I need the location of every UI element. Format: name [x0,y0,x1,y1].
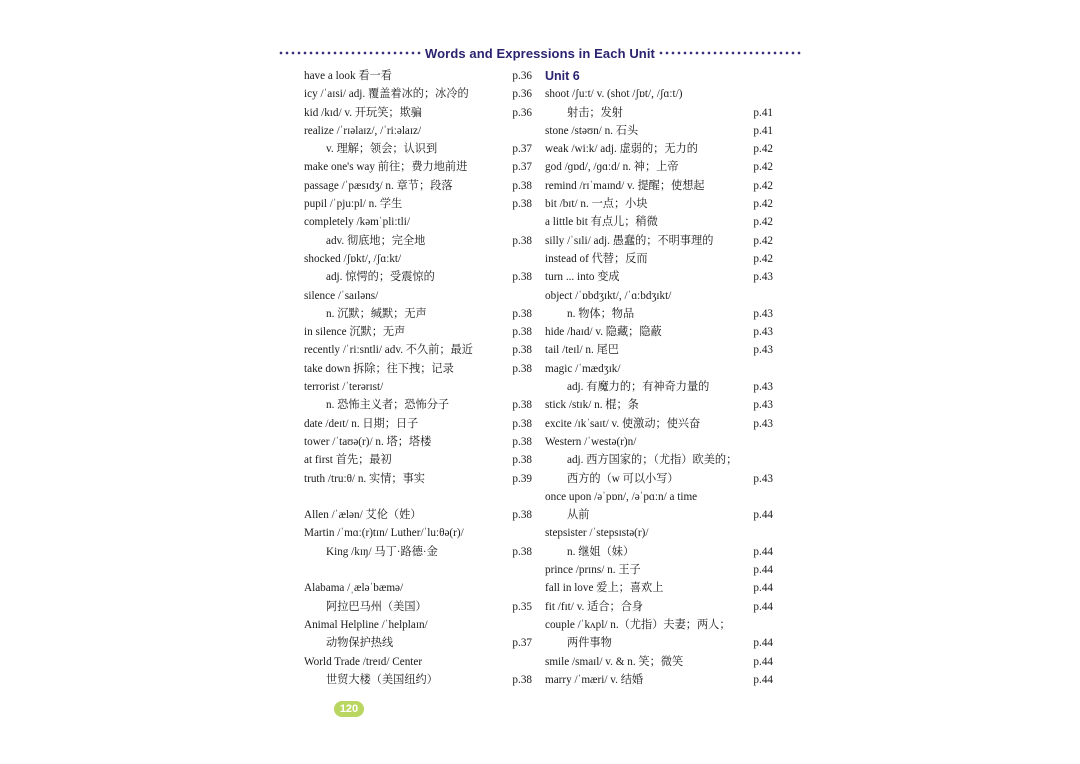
page-reference: p.36 [512,88,532,101]
page-number-badge: 120 [334,701,364,717]
vocab-entry-line [304,268,532,286]
entry-text: have a look 看一看 [304,70,392,82]
vocab-entry-line [545,598,775,616]
entry-text: 射击；发射 [567,106,623,119]
page-reference: p.43 [753,344,773,357]
entry-text: take down 拆除；往下拽；记录 [304,362,454,375]
entry-text: bit /bɪt/ n. 一点；小块 [545,198,648,211]
vocab-entry-line [545,415,775,433]
entry-text: silence /ˈsaɪləns/ [304,289,379,302]
page-reference: p.44 [753,545,773,558]
page-reference: p.43 [753,399,773,412]
vocab-entry-line [545,653,775,671]
entry-text: truth /truːθ/ n. 实情；事实 [304,472,425,485]
page-reference: p.37 [512,161,532,174]
vocab-entry-line [545,140,775,158]
section-header [278,44,802,62]
vocab-entry-line [545,616,775,634]
vocab-entry-line [545,433,775,451]
entry-text: excite /ɪkˈsaɪt/ v. 使激动；使兴奋 [545,417,701,430]
entry-text: magic /ˈmædʒɪk/ [545,362,621,375]
entry-text: marry /ˈmæri/ v. 结婚 [545,673,644,686]
vocab-entry-line [545,378,775,396]
entry-text: kid /kɪd/ v. 开玩笑；欺骗 [304,106,422,119]
vocab-entry-line [545,341,775,359]
entry-text: shoot /ʃuːt/ v. (shot /ʃɒt/, /ʃɑːt/) [545,88,683,101]
vocab-entry-line [545,396,775,414]
page-reference: p.41 [753,124,773,137]
entry-text: date /deɪt/ n. 日期；日子 [304,417,419,430]
vocab-entry-line [545,232,775,250]
vocab-entry-line [304,323,532,341]
entry-text: weak /wiːk/ adj. 虚弱的；无力的 [545,143,698,156]
page-reference: p.38 [512,307,532,320]
vocab-entry-line [545,524,775,542]
entry-text: Allen /ˈælən/ 艾伦（姓） [304,509,422,522]
vocab-entry-line [304,195,532,213]
page-reference: p.44 [753,655,773,668]
entry-text: pupil /ˈpjuːpl/ n. 学生 [304,198,403,211]
page-reference: p.38 [512,509,532,522]
vocab-entry-line [545,158,775,176]
page-reference: p.44 [753,582,773,595]
page-reference: p.38 [512,234,532,247]
entry-text: King /kɪŋ/ 马丁·路德·金 [326,545,438,558]
page-reference: p.44 [753,600,773,613]
entry-text: Western /ˈwestə(r)n/ [545,435,637,448]
vocab-entry-line [304,579,532,597]
page-reference: p.44 [753,509,773,522]
vocab-entry-line [304,305,532,323]
entry-text: tail /teɪl/ n. 尾巴 [545,344,619,357]
vocab-entry-line [304,85,532,103]
entry-text: silly /ˈsɪli/ adj. 愚蠢的；不明事理的 [545,234,714,247]
entry-text: god /ɡɒd/, /ɡɑːd/ n. 神；上帝 [545,161,679,174]
header-dots-right [658,51,802,55]
page-reference: p.36 [512,106,532,119]
unit-heading [545,67,775,85]
vocab-entry-line [545,122,775,140]
vocab-entry-line [304,140,532,158]
page-reference: p.38 [512,344,532,357]
vocab-entry-line [304,158,532,176]
entry-text: hide /haɪd/ v. 隐藏；隐蔽 [545,326,662,339]
entry-text: Animal Helpline /ˈhelplaɪn/ [304,618,428,631]
page-reference: p.44 [753,673,773,686]
vocab-entry-line [545,177,775,195]
entry-text: terrorist /ˈterərɪst/ [304,381,384,394]
vocab-entry-line [304,653,532,671]
entry-text: n. 物体；物品 [567,307,635,320]
entry-text: completely /kəmˈpliːtli/ [304,216,410,229]
entry-text: couple /ˈkʌpl/ n.（尤指）夫妻；两人； [545,618,731,631]
vocab-entry-line [304,67,532,85]
entry-text: n. 恐怖主义者；恐怖分子 [326,399,450,412]
page-reference: p.42 [753,143,773,156]
entry-text: once upon /əˈpɒn/, /əˈpɑːn/ a time [545,490,698,503]
page-reference: p.38 [512,673,532,686]
entry-text: v. 理解；领会；认识到 [326,143,438,156]
vocab-entry-line [304,396,532,414]
page-reference: p.38 [512,454,532,467]
entry-text: make one's way 前往；费力地前进 [304,161,468,174]
header-dots-left [278,51,422,55]
vocab-entry-line [304,543,532,561]
vocab-entry-line [545,579,775,597]
entry-text: n. 沉默；缄默；无声 [326,307,427,320]
vocab-entry-line [545,305,775,323]
vocab-entry-line [545,195,775,213]
vocab-entry-line [304,470,532,488]
vocab-entry-line [304,104,532,122]
entry-text: fall in love 爱上；喜欢上 [545,582,664,595]
entry-text: remind /rɪˈmaɪnd/ v. 提醒；使想起 [545,179,705,192]
entry-text: 西方的（w 可以小写） [567,472,679,485]
page-reference: p.37 [512,637,532,650]
page-reference: p.43 [753,307,773,320]
entry-text: shocked /ʃɒkt/, /ʃɑːkt/ [304,252,402,265]
vocab-entry-line [545,488,775,506]
entry-text: stepsister /ˈstepsɪstə(r)/ [545,527,649,540]
entry-text: 从前 [567,509,590,522]
page-reference: p.38 [512,435,532,448]
header-title: Words and Expressions in Each Unit [425,45,655,61]
page-reference: p.38 [512,198,532,211]
entry-text: at first 首先；最初 [304,454,392,467]
vocab-entry-line [304,378,532,396]
entry-text: icy /ˈaɪsi/ adj. 覆盖着冰的；冰冷的 [304,88,469,101]
vocab-entry-line [304,415,532,433]
vocab-entry-line [304,341,532,359]
vocab-entry-line [304,177,532,195]
entry-text: stone /stəʊn/ n. 石头 [545,124,639,137]
page-reference: p.43 [753,271,773,284]
page-reference: p.38 [512,271,532,284]
page-reference: p.38 [512,545,532,558]
vocab-entry-line [304,451,532,469]
vocab-entry-line [545,470,775,488]
entry-text: passage /ˈpæsɪdʒ/ n. 章节；段落 [304,179,453,192]
page-reference: p.42 [753,234,773,247]
vocab-entry-line [304,506,532,524]
vocab-entry-line [545,543,775,561]
entry-text: 动物保护热线 [326,637,394,650]
vocab-entry-line [545,506,775,524]
entry-text: tower /ˈtaʊə(r)/ n. 塔；塔楼 [304,435,432,448]
right-column [545,67,775,689]
page-reference: p.43 [753,417,773,430]
vocab-entry-line [545,671,775,689]
entry-text: adj. 惊愕的；受震惊的 [326,271,435,284]
vocab-entry-line [304,598,532,616]
entry-text: smile /smaɪl/ v. & n. 笑；微笑 [545,655,684,668]
page-reference: p.38 [512,417,532,430]
page-reference: p.42 [753,252,773,265]
vocab-entry-line [545,360,775,378]
entry-text: World Trade /treɪd/ Center [304,655,423,668]
left-column [304,67,532,689]
vocab-entry-line [545,213,775,231]
page-reference: p.43 [753,326,773,339]
page-reference: p.44 [753,564,773,577]
vocab-entry-line [545,250,775,268]
vocab-entry-line [545,85,775,103]
vocab-entry-line [545,634,775,652]
page-reference: p.36 [512,70,532,82]
vocab-entry-line [304,250,532,268]
unit-title: Unit 6 [545,69,580,83]
vocab-entry-line [304,524,532,542]
vocab-entry-line [304,433,532,451]
entry-text: fit /fɪt/ v. 适合；合身 [545,600,644,613]
page-reference: p.42 [753,216,773,229]
entry-text: turn ... into 变成 [545,271,620,284]
vocab-entry-line [304,360,532,378]
entry-text: in silence 沉默；无声 [304,326,406,339]
entry-text: prince /prɪns/ n. 王子 [545,564,641,577]
page-reference: p.37 [512,143,532,156]
entry-text: adj. 有魔力的；有神奇力量的 [567,381,710,394]
page-reference: p.41 [753,106,773,119]
vocab-entry-line [304,671,532,689]
vocab-entry-line [304,213,532,231]
entry-text: n. 继姐（妹） [567,545,635,558]
page-reference: p.39 [512,472,532,485]
entry-text: 两件事物 [567,637,612,650]
page-reference: p.43 [753,472,773,485]
vocab-entry-line [545,323,775,341]
page-reference: p.42 [753,161,773,174]
vocab-entry-line [304,232,532,250]
entry-text: instead of 代替；反而 [545,252,648,265]
vocab-entry-line [304,122,532,140]
entry-text: stick /stɪk/ n. 棍；条 [545,399,639,412]
entry-text: 世贸大楼（美国纽约） [326,673,438,686]
page-reference: p.38 [512,179,532,192]
page-reference: p.38 [512,362,532,375]
page-reference: p.38 [512,399,532,412]
entry-text: realize /ˈrɪəlaɪz/, /ˈriːəlaɪz/ [304,124,422,137]
entry-text: 阿拉巴马州（美国） [326,600,427,613]
vocab-entry-line [545,268,775,286]
page-reference: p.38 [512,326,532,339]
vocab-entry-line [545,104,775,122]
entry-text: recently /ˈriːsntli/ adv. 不久前；最近 [304,344,473,357]
entry-text: Martin /ˈmɑː(r)tɪn/ Luther/ˈluːθə(r)/ [304,527,464,540]
page-reference: p.35 [512,600,532,613]
entry-text: object /ˈɒbdʒɪkt/, /ˈɑːbdʒɪkt/ [545,289,672,302]
page-reference: p.42 [753,179,773,192]
vocab-entry-line [304,634,532,652]
vocab-entry-line [545,451,775,469]
entry-text: adj. 西方国家的；（尤指）欧美的； [567,454,738,467]
page-reference: p.43 [753,381,773,394]
vocab-entry-line [545,287,775,305]
page-reference: p.42 [753,198,773,211]
vocab-entry-line [304,287,532,305]
vocab-entry-line [304,616,532,634]
entry-text: a little bit 有点儿；稍微 [545,216,658,229]
entry-text: Alabama /ˌæləˈbæmə/ [304,582,404,595]
page-reference: p.44 [753,637,773,650]
entry-text: adv. 彻底地；完全地 [326,234,426,247]
vocab-entry-line [545,561,775,579]
